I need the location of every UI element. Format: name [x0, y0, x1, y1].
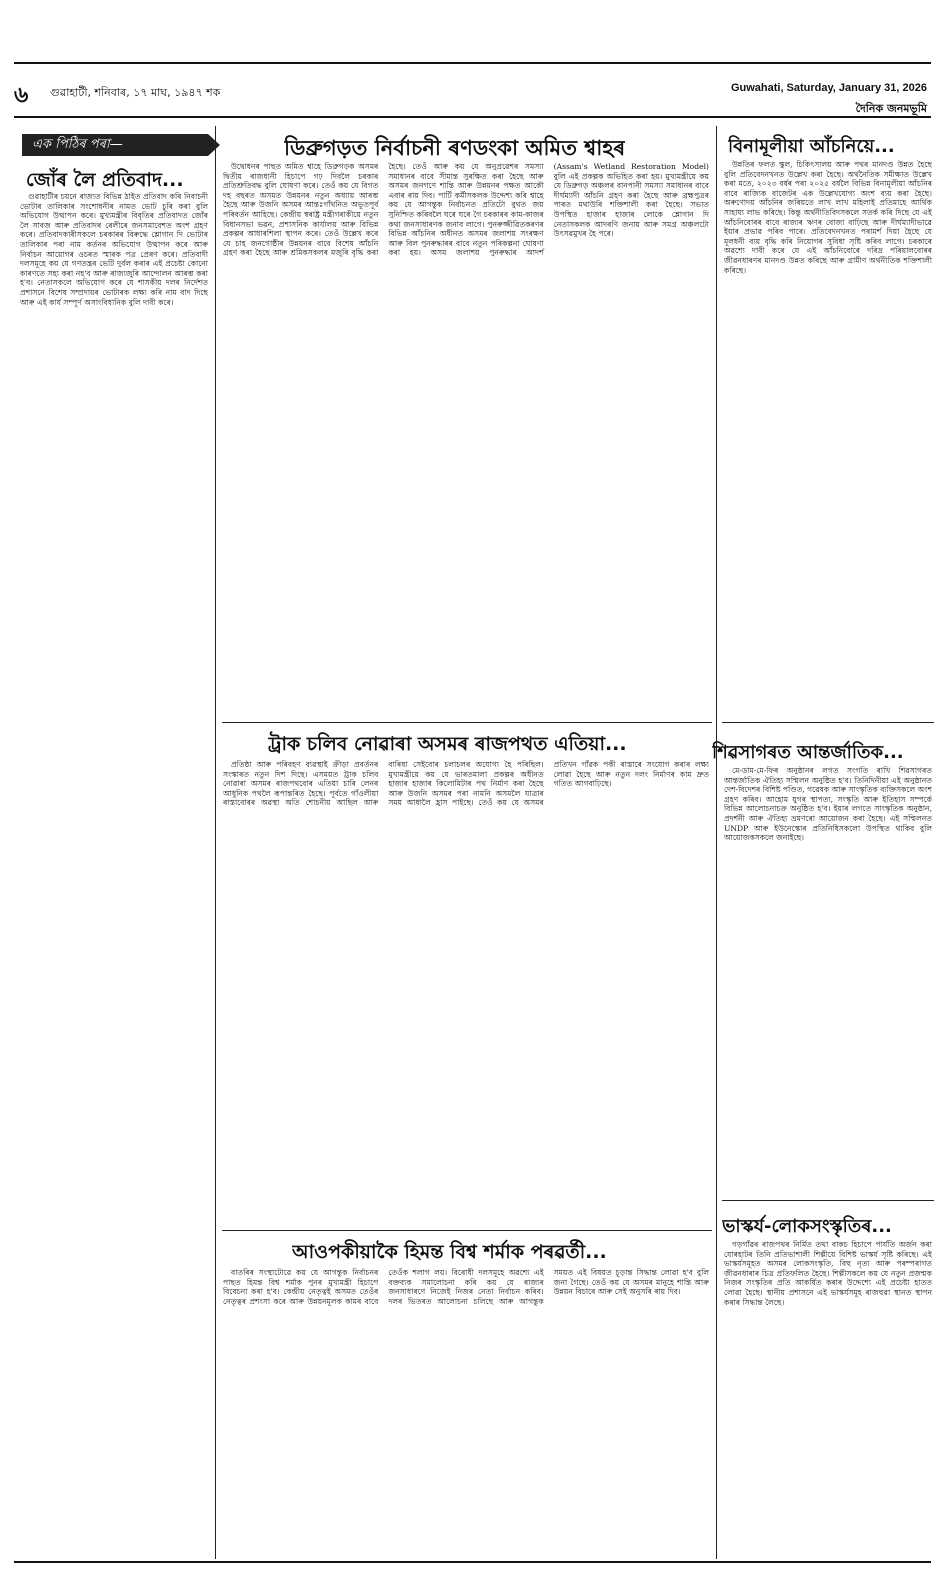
free-schemes-headline: বিনামূলীয়া আঁচনিয়ে... — [728, 136, 895, 157]
dibrugarh-body: উদ্বোধনৰ পাছত অমিত শ্বাহে ডিব্ৰুগড়ক অসমৰ দ্বিতীয় ৰাজধানী হিচাপে গঢ় দিবলৈ চৰকাৰ প্ৰতিশ্ৰুতিবদ্ধ বুলি ঘোষণা কৰে। তেওঁ কয় যে বিগত দহ বছৰত অসমত উন্নয়নৰ নতুন অধ্যায় আৰম্ভ হৈছে আৰু উজনি অসমৰ আন্তঃগাঁথনিত অভূতপূৰ্ব পৰিবৰ্তন আহিছে। কেন্দ্ৰীয় স্বৰাষ্ট্ৰ মন্ত্ৰীগৰাকীয়ে নতুন বিধানসভা ভৱন, প্ৰশাসনিক কাৰ্যালয় আৰু বিভিন্ন প্ৰকল্পৰ আধাৰশিলা স্থাপন কৰে। তেওঁ উল্লেখ কৰে যে চাহ জনগোষ্ঠীৰ উন্নয়নৰ বাবে বিশেষ আঁচনি গ্ৰহণ কৰা হৈছে আৰু শ্ৰমিকসকলৰ মজুৰি বৃদ্ধি কৰা হৈছে। তেওঁ আৰু কয় যে অনুপ্ৰৱেশৰ সমস্যা সমাধানৰ বাবে সীমান্ত সুৰক্ষিত কৰা হৈছে আৰু অসমৰ জনগণে শান্তি আৰু উন্নয়নৰ পক্ষত আকৌ এবাৰ ৰায় দিব। পাৰ্টি কৰ্মীসকলক উদ্দেশ্য কৰি শ্বাহে কয় যে আগন্তুক নিৰ্বাচনত প্ৰতিটো বুথত জয় সুনিশ্চিত কৰিবলৈ ঘৰে ঘৰে গৈ চৰকাৰৰ কাম-কাজৰ কথা জনসাধাৰণক জনাব লাগে। পুনৰুজ্জীৱিতকৰণৰ বিভিন্ন আঁচনিৰ অধীনত অসমৰ জলাশয় সংৰক্ষণ আৰু বিল পুনৰুদ্ধাৰৰ বাবে নতুন পৰিকল্পনা ঘোষণা কৰা হয়। অসম জলাশয় পুনৰুদ্ধাৰ আদৰ্শ (Assam's Wetland Restoration Model) বুলি এই প্ৰকল্পক অভিহিত কৰা হয়। মুখ্যমন্ত্ৰীয়ে কয় যে ডিব্ৰুগড় অঞ্চলৰ বানপানী সমস্যা সমাধানৰ বাবে দীৰ্ঘম্যাদী আঁচনি গ্ৰহণ কৰা হৈছে আৰু ব্ৰহ্মপুত্ৰৰ পাৰত মথাউৰি শক্তিশালী কৰা হৈছে। সভাত উপস্থিত হাজাৰ হাজাৰ লোকে শ্লোগান দি নেতাসকলক আদৰণি জনায় আৰু সমগ্ৰ অঞ্চলটো উৎসৱমুখৰ হৈ পৰে। — [223, 162, 709, 258]
sivasagar-body: মে-ডাম-মে-ফিৰ অনুষ্ঠানৰ লগত সংগতি ৰাখি শিৱসাগৰত আন্তৰ্জাতিক ঐতিহ্য সন্মিলন অনুষ্ঠিত হ'ব। তিনিদিনীয়া এই অনুষ্ঠানত দেশ-বিদেশৰ বিশিষ্ট পণ্ডিত, গৱেষক আৰু সাংস্কৃতিক ব্যক্তিসকলে অংশ গ্ৰহণ কৰিব। আহোম যুগৰ স্থাপত্য, সংস্কৃতি আৰু ইতিহাস সম্পৰ্কে বিভিন্ন আলোচনাচক্ৰ অনুষ্ঠিত হ'ব। ইয়াৰ লগতে সাংস্কৃতিক অনুষ্ঠান, প্ৰদৰ্শনী আৰু ঐতিহ্য ভ্ৰমণৰো আয়োজন কৰা হৈছে। এই সন্মিলনত UNDP আৰু ইউনেস্কোৰ প্ৰতিনিধিসকলো উপস্থিত থাকিব বুলি আয়োজকসকলে জনাইছে। — [724, 766, 932, 843]
truck-headline: ট্ৰাক চলিব নোৱাৰা অসমৰ ৰাজপথত এতিয়া... — [268, 733, 627, 755]
dateline-assamese: গুৱাহাটী, শনিবাৰ, ১৭ মাঘ, ১৯৪৭ শক — [50, 86, 221, 99]
bottom-rule — [14, 1561, 931, 1563]
masthead: দৈনিক জনমভূমি — [855, 102, 927, 115]
page-number: ৬ — [14, 83, 29, 108]
protest-body: গুৱাহাটীৰ চয়নে ৰাজ্যত বিভিন্ন ঠাইত প্ৰতিবাদ কৰি নিবাচনী ভোটাৰ তালিকাৰ সংশোধনীৰ নামত ভোট চুৰি কৰা বুলি অভিযোগ উত্থাপন কৰে। মুখ্যমন্ত্ৰীৰ বিবৃতিৰ প্ৰতিবাদত জোঁৰ লৈ সাবজ আৰু প্ৰতিবাদৰ ৰেলীৰে জনসমাবেশত অংশ গ্ৰহণ কৰে। প্ৰতিবাদকাৰীসকলে চৰকাৰৰ বিৰুদ্ধে শ্লোগান দি ভোটাৰ তালিকাৰ পৰা নাম কৰ্তনৰ অভিযোগ উত্থাপন কৰে আৰু নিৰ্বাচন আয়োগৰ ওচৰত স্মাৰক পত্ৰ প্ৰেৰণ কৰে। প্ৰতিবাদী দলসমূহে কয় যে গণতন্ত্ৰৰ ভেটি দুৰ্বল কৰাৰ এই প্ৰচেষ্টা কোনো কাৰণতে সহ্য কৰা নহ'ব আৰু ৰাজ্যজুৰি আন্দোলন আৰম্ভ কৰা হ'ব। নেতাসকলে অভিযোগ কৰে যে শাসকীয় দলৰ নিৰ্দেশত প্ৰশাসনে বিশেষ সম্প্ৰদায়ৰ ভোটাৰক লক্ষ্য কৰি নাম বাদ দিছে আৰু এই কাৰ্য সম্পূৰ্ণ অসাংবিধানিক বুলি দাবী কৰে। — [20, 192, 208, 307]
truck-body: প্ৰতিষ্ঠা আৰু পৰিবহণ ব্যৱস্থাই ক্ৰীড়া প্ৰবৰ্তনৰ সংস্কাৰত নতুন দিশ দিছে। এসময়ত ট্ৰাক চলিব নোৱাৰা অসমৰ ৰাজপথবোৰ এতিয়া চাৰি লেনৰ আধুনিক পথলৈ ৰূপান্তৰিত হৈছে। পূৰ্বতে গাঁওলীয়া ৰাস্তাবোৰৰ অৱস্থা অতি শোচনীয় আছিল আৰু বাৰিষা সেইবোৰ চলাচলৰ অযোগ্য হৈ পৰিছিল। মুখ্যমন্ত্ৰীয়ে কয় যে ভাৰতমালা প্ৰকল্পৰ অধীনত হাজাৰ হাজাৰ কিলোমিটাৰ পথ নিৰ্মাণ কৰা হৈছে আৰু উজনি অসমৰ পৰা নামনি অসমলৈ যাত্ৰাৰ সময় আধালৈ হ্ৰাস পাইছে। তেওঁ কয় যে অসমৰ প্ৰতিখন গাঁৱক পকী ৰাস্তাৰে সংযোগ কৰাৰ লক্ষ্য লোৱা হৈছে আৰু নতুন দলং নিৰ্মাণৰ কাম দ্ৰুত গতিত আগবাঢ়িছে। — [223, 760, 709, 808]
sivasagar-headline: শিৱসাগৰত আন্তৰ্জাতিক... — [712, 742, 904, 763]
rule — [722, 1200, 934, 1201]
rule — [222, 722, 712, 723]
free-schemes-body: উন্নতিৰ ফলত স্কুল, চিকিৎসালয় আৰু পথৰ মানদণ্ড উন্নত হৈছে বুলি প্ৰতিবেদনখনত উল্লেখ কৰা হৈছে। অৰ্থনৈতিক সমীক্ষাত উল্লেখ কৰা মতে, ২০২৩ বৰ্ষৰ পৰা ২০২৫ বৰ্ষলৈ বিভিন্ন বিনামূলীয়া আঁচনিৰ বাবে ৰাজ্যিক বাজেটৰ এক উল্লেখযোগ্য অংশ ব্যয় কৰা হৈছে। অৰুণোদয় আঁচনিৰ জৰিয়তে লাখ লাখ মহিলাই প্ৰতিমাহে আৰ্থিক সাহায্য লাভ কৰিছে। কিন্তু অৰ্থনীতিবিদসকলে সতৰ্ক কৰি দিছে যে এই আঁচনিবোৰৰ বাবে ৰাজ্যৰ ঋণৰ বোজা বাঢ়িছে আৰু দীৰ্ঘম্যাদীভাৱে ইয়াৰ প্ৰভাৱ পৰিব পাৰে। প্ৰতিবেদনখনত পৰামৰ্শ দিয়া হৈছে যে মূলধনী ব্যয় বৃদ্ধি কৰি নিয়োগৰ সুবিধা সৃষ্টি কৰিব লাগে। চৰকাৰে অৱশ্যে দাবী কৰে যে এই আঁচনিবোৰে দৰিদ্ৰ পৰিয়ালবোৰৰ জীৱনধাৰণৰ মানদণ্ড উন্নত কৰিছে আৰু গ্ৰামীণ অৰ্থনীতিক শক্তিশালী কৰিছে। — [724, 160, 932, 275]
hope-headline: আওপকীয়াকৈ হিমন্ত বিশ্ব শৰ্মাক পৰৱৰ্তী... — [292, 1241, 607, 1263]
hope-article — [223, 1268, 709, 1550]
dateline-english: Guwahati, Saturday, January 31, 2026 — [730, 82, 927, 94]
sculpture-headline: ভাস্কৰ্য-লোকসংস্কৃতিৰ... — [722, 1216, 892, 1237]
column-divider — [215, 126, 216, 1559]
dibrugarh-article — [223, 162, 709, 722]
truck-article — [223, 760, 709, 1230]
hope-body: বাতৰিৰ সংস্থাটোৱে কয় যে আগন্তুক নিৰ্বাচনৰ পাছত হিমন্ত বিশ্ব শৰ্মাক পুনৰ মুখ্যমন্ত্ৰী হিচাপে বিবেচনা কৰা হ'ব। কেন্দ্ৰীয় নেতৃত্বই অসমত তেওঁৰ নেতৃত্বৰ প্ৰশংসা কৰে আৰু উন্নয়নমূলক কামৰ বাবে তেওঁক শলাগ লয়। বিৰোধী দলসমূহে অৱশ্যে এই বক্তব্যক সমালোচনা কৰি কয় যে ৰাজ্যৰ জনসাধাৰণে নিজেই নিজৰ নেতা নিৰ্বাচন কৰিব। দলৰ ভিতৰত আলোচনা চলিছে আৰু আগন্তুক সময়ত এই বিষয়ত চূড়ান্ত সিদ্ধান্ত লোৱা হ'ব বুলি জনা গৈছে। তেওঁ কয় যে অসমৰ মানুহে শান্তি আৰু উন্নয়ন বিচাৰে আৰু সেই অনুসৰি ৰায় দিব। — [223, 1268, 709, 1306]
masthead-rule — [14, 116, 931, 118]
protest-headline: জোঁৰ লৈ প্ৰতিবাদ... — [26, 169, 184, 191]
sculpture-body: গড়গাঁৱৰ ৰাজপথৰ নিৰ্মিত তথা বাকচ হিচাপে পাৰ্যতি অৰ্জন কৰা যোৰহাটৰ তিনি প্ৰতিভাশালী শিল্পীয়ে বিশিষ্ট ভাস্কৰ্য সৃষ্টি কৰিছে। এই ভাস্কৰ্যসমূহত অসমৰ লোকসংস্কৃতি, বিহু নৃত্য আৰু পৰম্পৰাগত জীৱনধাৰাৰ চিত্ৰ প্ৰতিফলিত হৈছে। শিল্পীসকলে কয় যে নতুন প্ৰজন্মক নিজৰ সংস্কৃতিৰ প্ৰতি আকৰ্ষিত কৰাৰ উদ্দেশ্যে এই প্ৰচেষ্টা হাতত লোৱা হৈছে। স্থানীয় প্ৰশাসনে এই ভাস্কৰ্যসমূহ ৰাজহুৱা স্থানত স্থাপন কৰাৰ সিদ্ধান্ত লৈছে। — [724, 1240, 932, 1307]
rule — [222, 1230, 712, 1231]
rule — [722, 722, 934, 723]
protest-article — [20, 192, 208, 1552]
sculpture-article — [724, 1240, 932, 1550]
section-label: এক পিঠিৰ পৰা— — [22, 134, 208, 156]
column-divider — [716, 126, 717, 1559]
dibrugarh-headline: ডিব্ৰুগড়ত নিৰ্বাচনী ৰণডংকা অমিত শ্বাহৰ — [284, 136, 626, 160]
top-rule — [14, 62, 931, 64]
free-schemes-article — [724, 160, 932, 720]
sivasagar-article — [724, 766, 932, 1198]
